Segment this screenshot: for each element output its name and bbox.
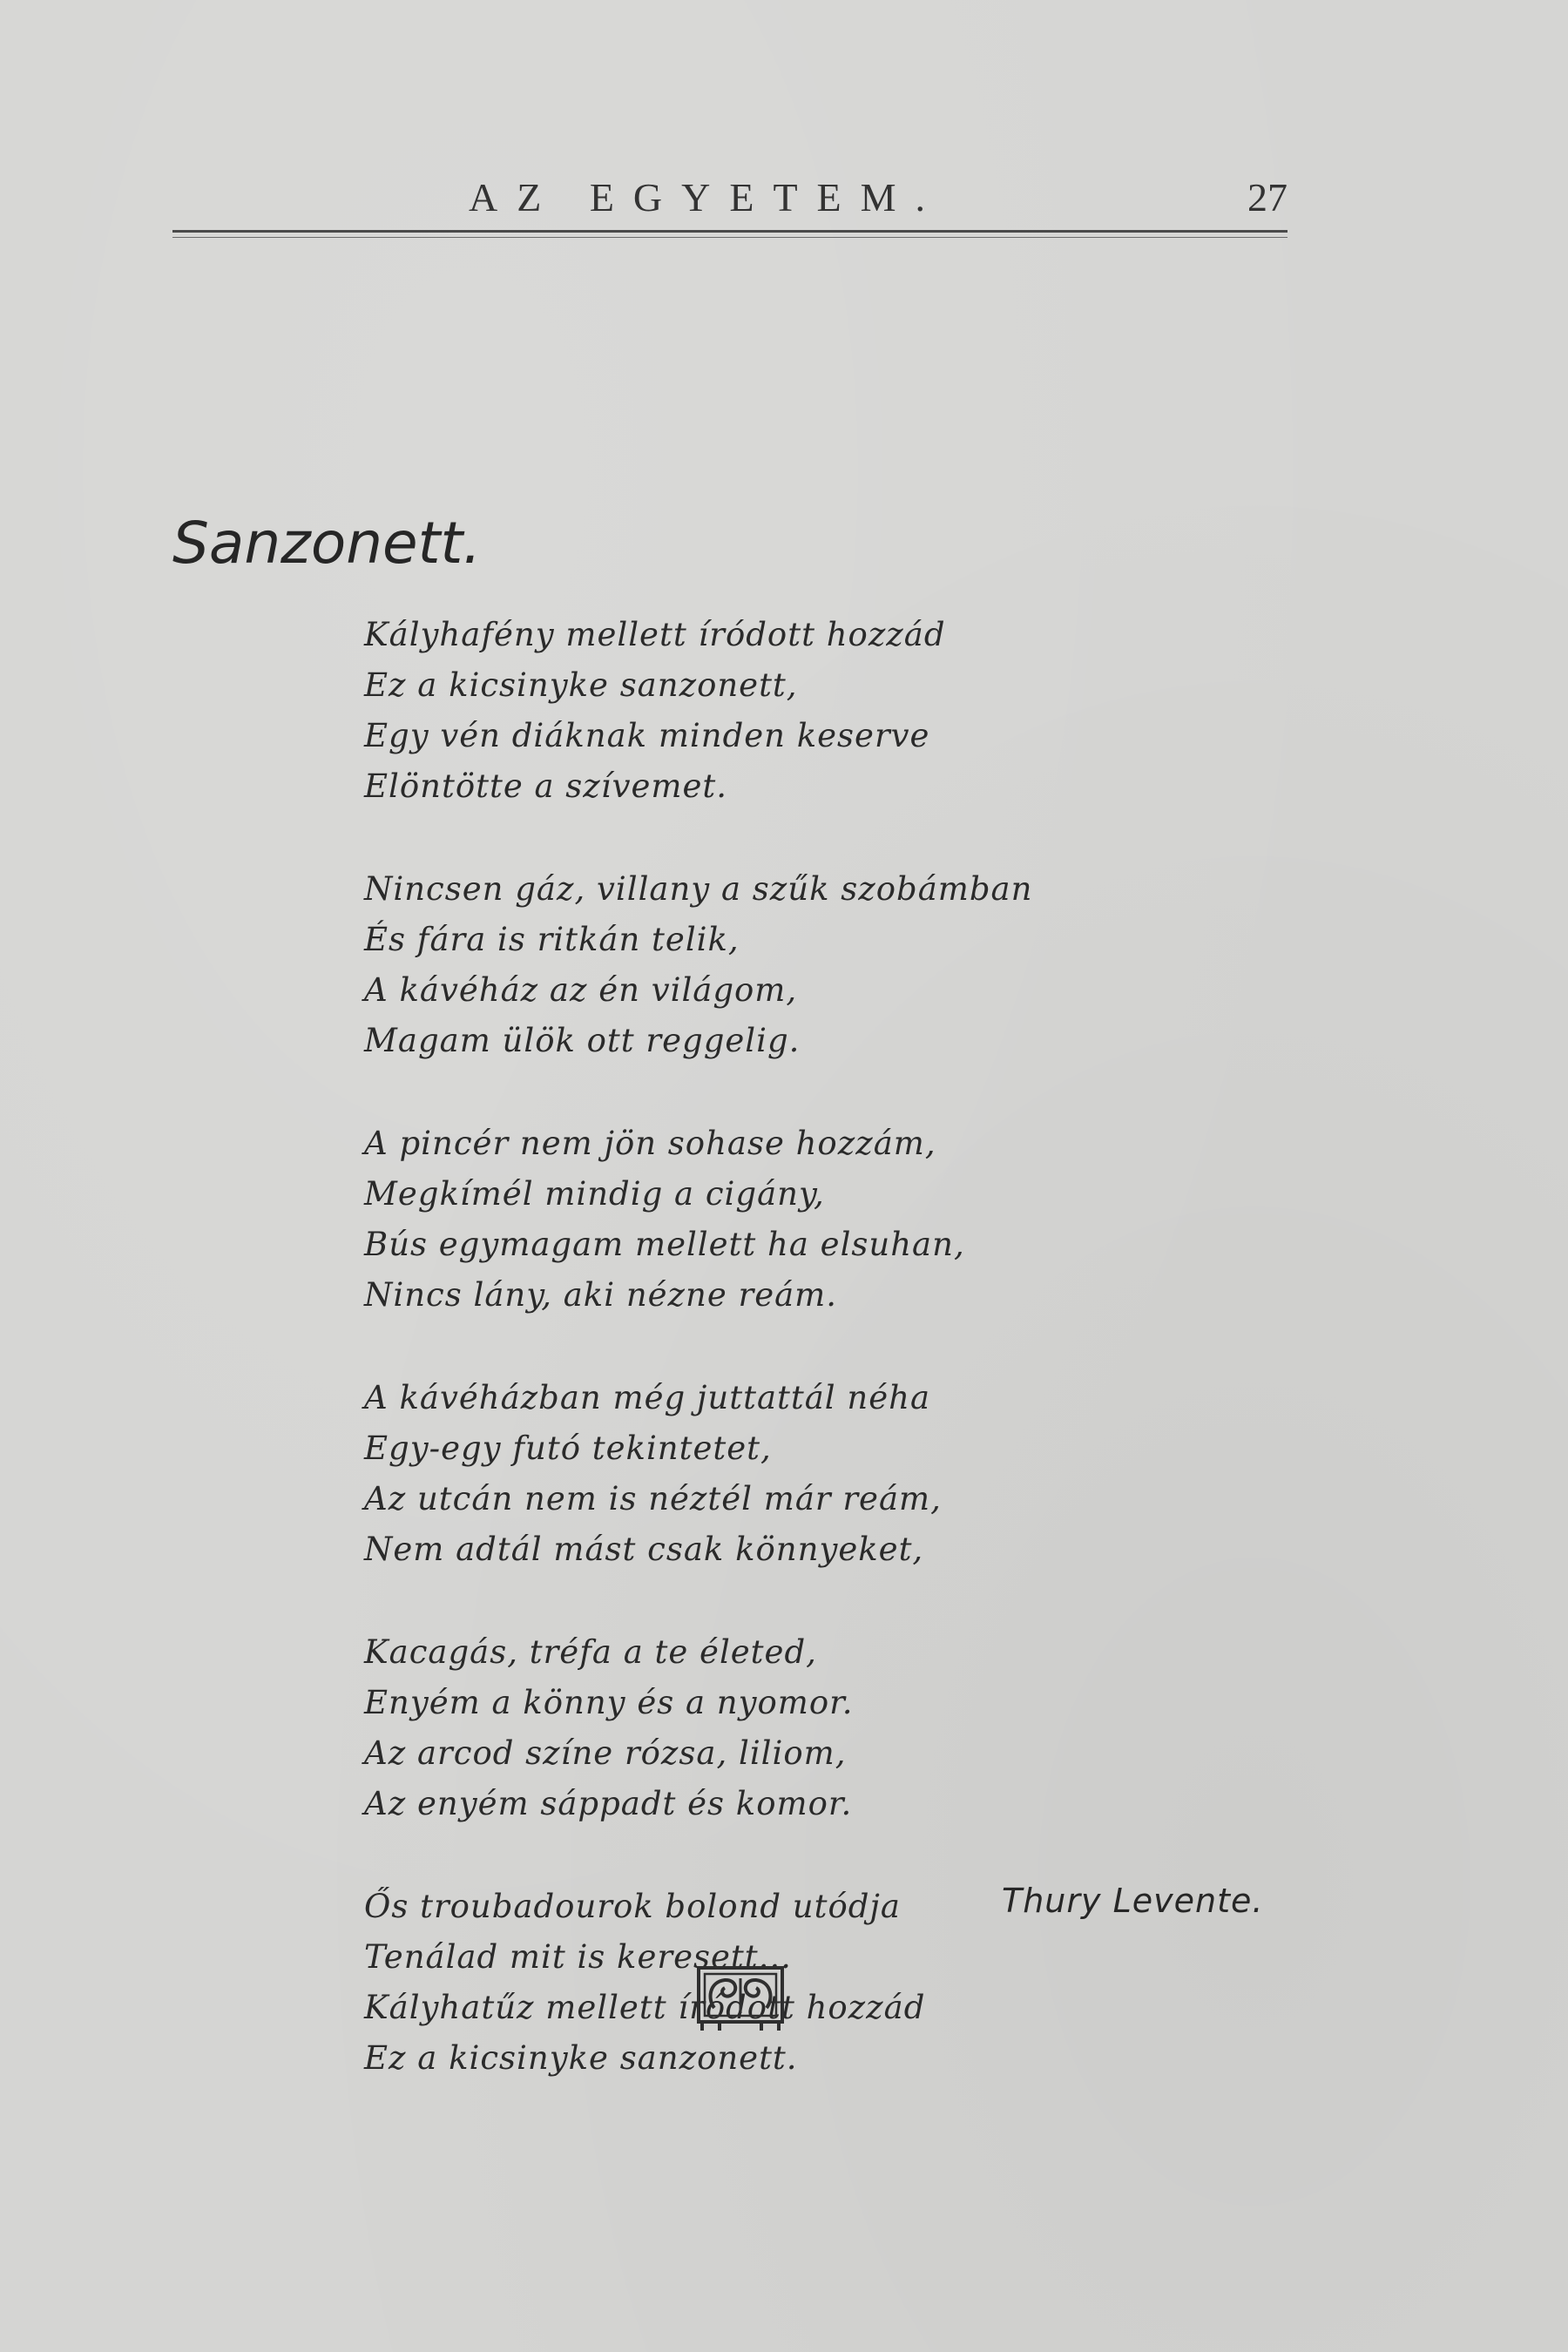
poem-title: Sanzonett. [172, 510, 482, 577]
poem-line: Enyém a könny és a nyomor. [364, 1684, 854, 1721]
poem-line: Magam ülök ott reggelig. [364, 1022, 801, 1059]
running-title: AZ EGYETEM. [469, 175, 945, 220]
poem-line: Egy-egy futó tekintetet, [364, 1429, 772, 1467]
poem-line: Ős troubadourok bolond utódja [364, 1888, 901, 1925]
stanza-5 [364, 1627, 1148, 1829]
poem-line: Bús egymagam mellett ha elsuhan, [364, 1226, 965, 1263]
header-rule-thin [172, 237, 1288, 238]
poem-line: Az utcán nem is néztél már reám, [364, 1480, 942, 1517]
poem-line: És fára is ritkán telik, [364, 921, 740, 958]
author-signature: Thury Levente. [1002, 1882, 1264, 1920]
printers-ornament-icon [695, 1964, 786, 2032]
poem-line: Nincsen gáz, villany a szűk szobámban [364, 870, 1033, 908]
page-number: 27 [1247, 175, 1288, 220]
poem-line: A kávéház az én világom, [364, 971, 798, 1009]
poem-line: Nincs lány, aki nézne reám. [364, 1276, 838, 1314]
stanza-3 [364, 1119, 1148, 1321]
poem-line: Egy vén diáknak minden keserve [364, 717, 930, 754]
poem-line: A pincér nem jön sohase hozzám, [364, 1125, 936, 1162]
poem-line: Kályhatűz mellett íródott hozzád [364, 1989, 926, 2026]
poem-line: Ez a kicsinyke sanzonett. [364, 2039, 798, 2077]
poem-line: Ez a kicsinyke sanzonett, [364, 666, 798, 704]
poem-line: Megkímél mindig a cigány, [364, 1175, 825, 1213]
stanza-4 [364, 1373, 1148, 1575]
poem-line: Kályhafény mellett íródott hozzád [364, 616, 946, 653]
poem-line: Tenálad mit is keresett... [364, 1938, 792, 1976]
poem-line: Az enyém sáppadt és komor. [364, 1785, 853, 1822]
poem-line: Az arcod színe rózsa, liliom, [364, 1734, 847, 1772]
stanza-2 [364, 864, 1148, 1066]
poem-line: Elöntötte a szívemet. [364, 767, 728, 805]
poem-line: Nem adtál mást csak könnyeket, [364, 1531, 924, 1568]
running-head [172, 174, 1288, 235]
stanza-1 [364, 610, 1148, 812]
header-rule [172, 230, 1288, 233]
poem-line: A kávéházban még juttattál néha [364, 1379, 931, 1416]
poem-line: Kacagás, tréfa a te életed, [364, 1633, 817, 1671]
